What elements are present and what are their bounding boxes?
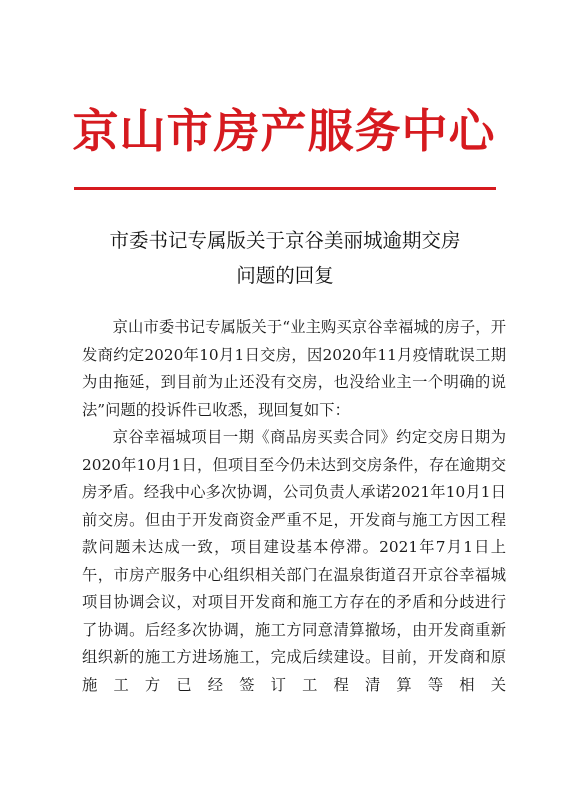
letterhead-red-rule (74, 187, 496, 190)
document-title-line-2: 问题的回复 (236, 264, 334, 287)
document-title-line-1: 市委书记专属版关于京谷美丽城逾期交房 (109, 229, 461, 252)
document-title (74, 223, 496, 293)
body-paragraph-1: 京山市委书记专属版关于“业主购买京谷幸福城的房子，开发商约定2020年10月1日交房，因2020年11月疫情耽误工期为由拖延，到目前为止还没有交房，也没给业主一个明确的说法”问题的投诉件已收悉，现回复如下： (82, 318, 506, 419)
document-body (82, 314, 506, 699)
body-paragraph-2: 京谷幸福城项目一期《商品房买卖合同》约定交房日期为2020年10月1日，但项目至今仍未达到交房条件，存在逾期交房矛盾。经我中心多次协调，公司负责人承诺2021年10月1日前交房。但由于开发商资金严重不足，开发商与施工方因工程款问题未达成一致，项目建设基本停滞。2021年7月1日上午，市房产服务中心组织相关部门在温泉街道召开京谷幸福城项目协调会议，对项目开发商和施工方存在的矛盾和分歧进行了协调。后经多次协调，施工方同意清算撤场，由开发商重新组织新的施工方进场施工，完成后续建设。目前，开发商和原施工方已经签订工程清算等相关 (82, 428, 506, 694)
letterhead-title: 京山市房产服务中心 (72, 104, 496, 158)
